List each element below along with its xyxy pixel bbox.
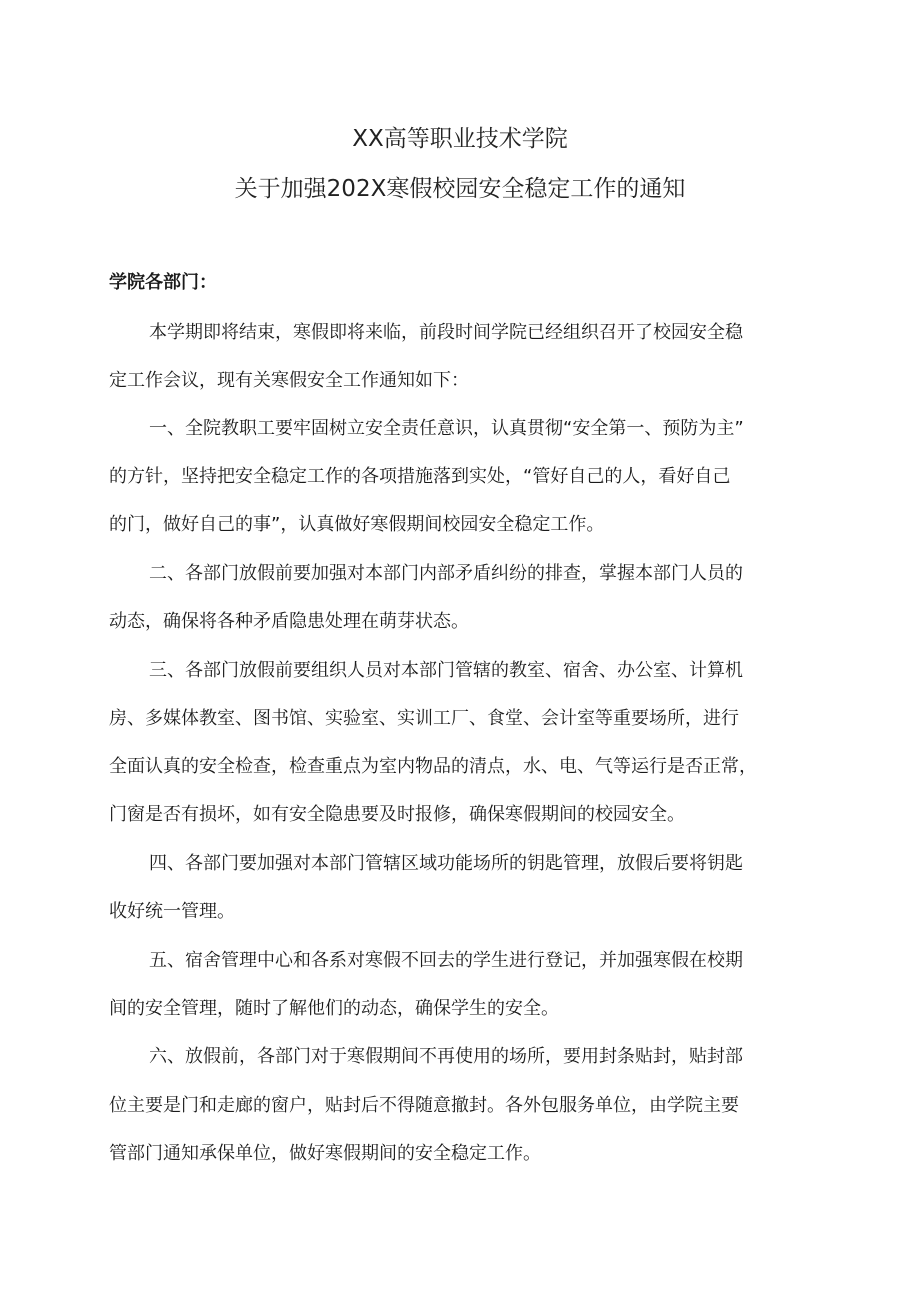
paragraph-item6-line: 位主要是门和走廊的窗户，贴封后不得随意撤封。各外包服务单位，由学院主要	[109, 1095, 739, 1116]
paragraph-item3-line: 门窗是否有损坏，如有安全隐患要及时报修，确保寒假期间的校园安全。	[109, 804, 685, 825]
document-title-line2: 关于加强202X寒假校园安全稳定工作的通知	[234, 176, 686, 202]
paragraph-item4-line: 四、各部门要加强对本部门管辖区域功能场所的钥匙管理，放假后要将钥匙	[149, 853, 743, 874]
paragraph-item1-line: 一、全院教职工要牢固树立安全责任意识，认真贯彻“安全第一、预防为主”	[149, 418, 744, 439]
paragraph-item2-line: 二、各部门放假前要加强对本部门内部矛盾纠纷的排查，掌握本部门人员的	[149, 563, 743, 584]
paragraph-item3-line: 房、多媒体教室、图书馆、实验室、实训工厂、食堂、会计室等重要场所，进行	[109, 708, 739, 729]
paragraph-item1-line: 的方针，坚持把安全稳定工作的各项措施落到实处，“管好自己的人，看好自己	[109, 466, 731, 487]
paragraph-item2-line: 动态，确保将各种矛盾隐患处理在萌芽状态。	[109, 611, 469, 632]
paragraph-intro-line: 定工作会议，现有关寒假安全工作通知如下：	[109, 370, 469, 391]
paragraph-item1-line: 的门，做好自己的事”，认真做好寒假期间校园安全稳定工作。	[109, 514, 605, 535]
paragraph-item6-line: 管部门通知承保单位，做好寒假期间的安全稳定工作。	[109, 1143, 541, 1164]
salutation: 学院各部门：	[109, 272, 217, 293]
paragraph-intro-line: 本学期即将结束，寒假即将来临，前段时间学院已经组织召开了校园安全稳	[149, 322, 743, 343]
paragraph-item5-line: 五、宿舍管理中心和各系对寒假不回去的学生进行登记，并加强寒假在校期	[149, 950, 743, 971]
paragraph-item5-line: 间的安全管理，随时了解他们的动态，确保学生的安全。	[109, 998, 559, 1019]
document-title-line1: XX高等职业技术学院	[352, 126, 568, 152]
paragraph-item3-line: 三、各部门放假前要组织人员对本部门管辖的教室、宿舍、办公室、计算机	[149, 660, 743, 681]
paragraph-item4-line: 收好统一管理。	[109, 901, 235, 922]
paragraph-item6-line: 六、放假前，各部门对于寒假期间不再使用的场所，要用封条贴封，贴封部	[149, 1046, 743, 1067]
paragraph-item3-line: 全面认真的安全检查，检查重点为室内物品的清点，水、电、气等运行是否正常，	[109, 756, 757, 777]
